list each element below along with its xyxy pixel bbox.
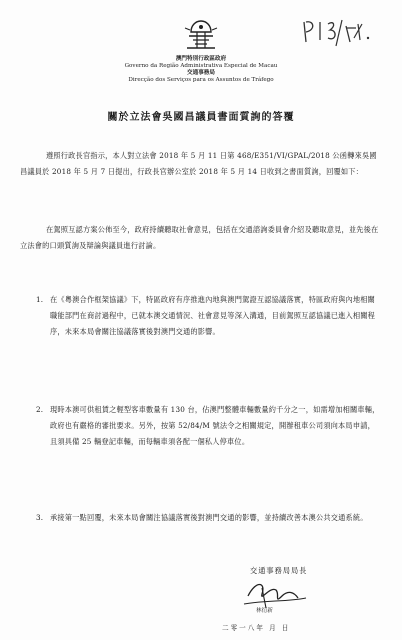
item-text: 承接第一點回覆，未來本局會關注協議落實後對澳門交通的影響，並持續改善本澳公共交通系統。	[50, 513, 368, 522]
signer-name: 林衍新	[256, 608, 273, 614]
intro-paragraph: 遵照行政長官指示，本人對立法會 2018 年 5 月 11 日第 468/E351/VI/GPAL/2018 公函轉來吳國昌議員於 2018 年 5 月 7 日提出，行政長官辦公室於 2018 年 5 月 14 日收到之書面質詢，回覆如下：	[20, 151, 377, 176]
dept-name-pt: Direcção dos Serviços para os Assuntos de Tráfego	[128, 77, 274, 83]
dept-name-zh: 交通事務局	[187, 70, 215, 76]
item-number: 1.	[36, 295, 44, 304]
item-text: 在《粵澳合作框架協議》下，特區政府有序推進內地與澳門駕證互認協議落實，特區政府與內地相關職能部門在商討過程中，已就本澳交通情況、社會意見等深入溝通，目前駕照互認協議已進入相關程序，未來本局會關注協議落實後對澳門交通的影響。	[50, 295, 376, 336]
document-title: 關於立法會吳國昌議員書面質詢的答覆	[107, 112, 295, 123]
answer-item-3	[20, 510, 382, 526]
org-name-pt: Governo da Região Administrativa Especial de Macau	[124, 63, 278, 69]
org-name-zh: 澳門特別行政區政府	[175, 56, 227, 62]
answer-item-1	[20, 292, 382, 340]
signing-date: 二零一八年 月 日	[222, 624, 291, 632]
handwritten-reference	[300, 16, 372, 48]
context-paragraph: 在駕照互認方案公佈至今，政府持續聽取社會意見，包括在交通諮詢委員會介紹及聽取意見，並先後在立法會的口頭質詢及辯論與議員進行討論。	[20, 225, 379, 250]
item-number: 2.	[36, 405, 44, 414]
answer-item-2	[20, 402, 382, 450]
government-emblem-icon	[181, 18, 221, 54]
item-number: 3.	[36, 513, 44, 522]
item-text: 現時本澳可供租賃之輕型客車數量有 130 台，佔澳門整體車輛數量約千分之一，如需增加相關車輛，政府也有嚴格的審批要求。另外，按第 52/84/M 號法令之相關規定，開辦租車公司須向本局申請，且須具備 25 輛登記車輛，而每輛車須各配一個私人停車位。	[50, 405, 380, 446]
signer-title: 交通事務局局長	[250, 566, 308, 575]
handwritten-signature	[236, 576, 326, 614]
